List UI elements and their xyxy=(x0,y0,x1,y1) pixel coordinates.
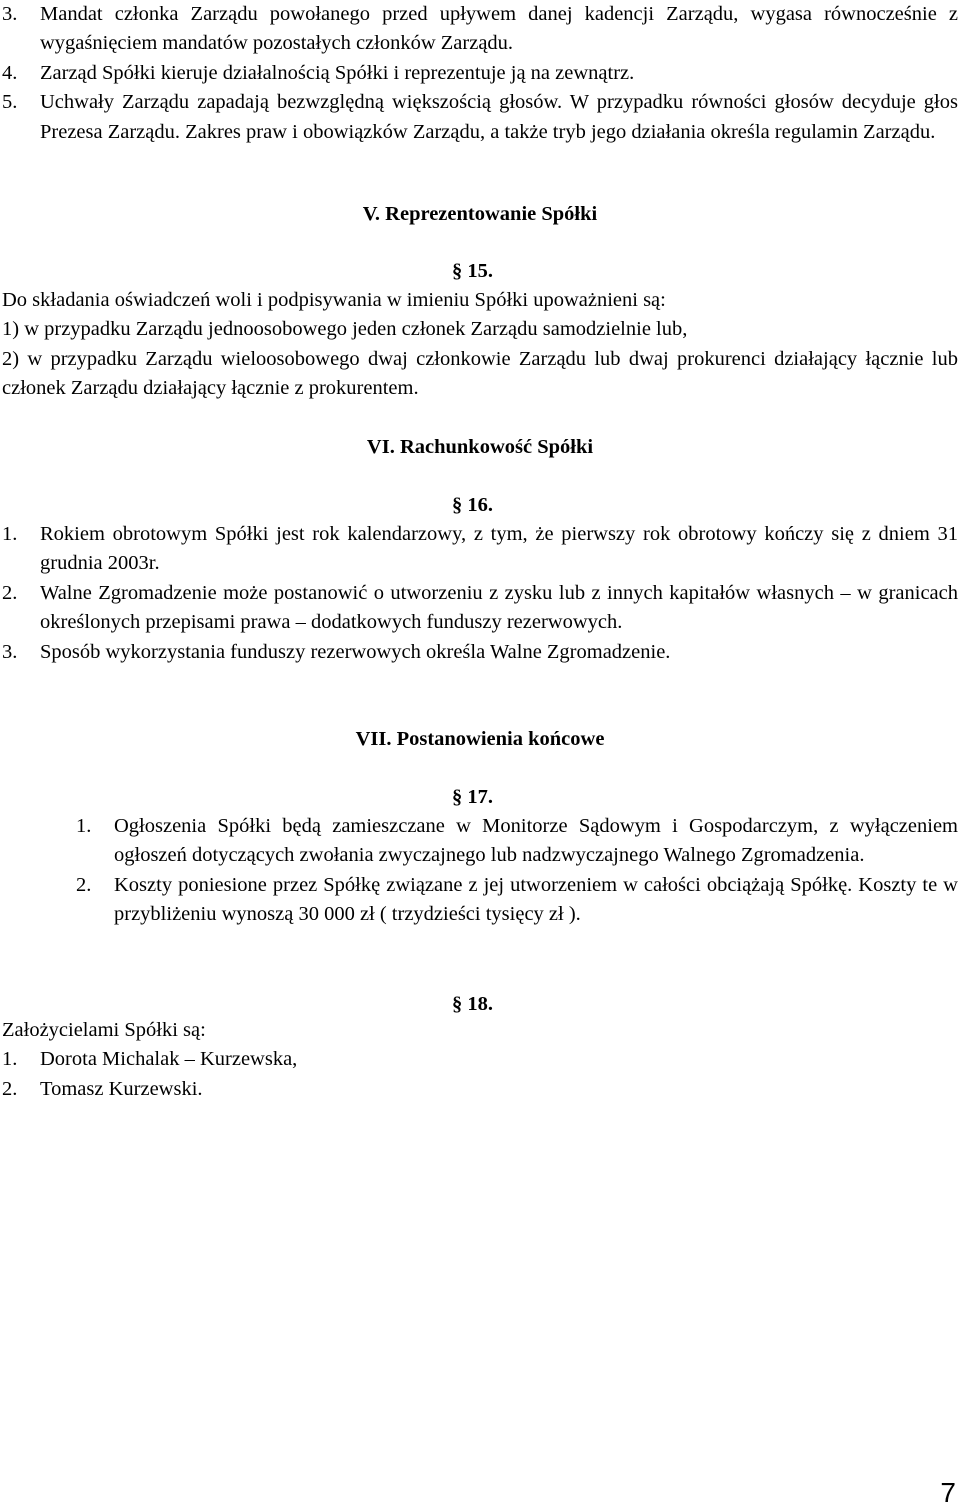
list-item xyxy=(2,88,958,147)
list-item xyxy=(76,871,958,930)
item-number: 1. xyxy=(2,523,18,545)
list-item xyxy=(2,638,958,667)
founder-name: Tomasz Kurzewski. xyxy=(40,1077,203,1100)
item-number: 2. xyxy=(2,581,18,604)
paragraph-number: § 18. xyxy=(452,993,493,1015)
item-text: Rokiem obrotowym Spółki jest rok kalendarzowy, z tym, że pierwszy rok obrotowy kończy się z dniem 31 grudnia 2003r. xyxy=(40,523,958,575)
section-v-body xyxy=(2,286,958,404)
item-text: Zarząd Spółki kieruje działalnością Spółki i reprezentuje ją na zewnątrz. xyxy=(40,61,635,84)
section-title: VI. Rachunkowość Spółki xyxy=(366,436,594,458)
list-item xyxy=(2,1045,958,1074)
item-number: 5. xyxy=(2,91,18,114)
paragraph-number: § 17. xyxy=(452,786,493,808)
item-text: Sposób wykorzystania funduszy rezerwowych określa Walne Zgromadzenie. xyxy=(40,640,671,663)
section-v-line: 1) w przypadku Zarządu jednoosobowego jeden członek Zarządu samodzielnie lub, xyxy=(2,318,688,341)
paragraph-number: § 15. xyxy=(452,260,493,282)
item-number: 2. xyxy=(76,873,92,896)
item-number: 3. xyxy=(2,640,18,663)
item-number: 3. xyxy=(2,3,18,25)
founders-block xyxy=(2,1016,958,1104)
section-title: VII. Postanowienia końcowe xyxy=(355,728,605,750)
item-number: 4. xyxy=(2,61,18,84)
item-text: Walne Zgromadzenie może postanowić o utworzeniu z zysku lub z innych kapitałów własnych – w granicach określonych przepisami prawa – dodatkowych funduszy rezerwowych. xyxy=(40,581,958,634)
section-v-line: 2) w przypadku Zarządu wieloosobowego dwaj członkowie Zarządu lub dwaj prokurenci działający łącznie lub członek Zarządu działający łącznie z prokurentem. xyxy=(2,347,958,400)
section-vii-list xyxy=(76,812,958,930)
list-item xyxy=(2,579,958,638)
item-text: Uchwały Zarządu zapadają bezwzględną większością głosów. W przypadku równości głosów decyduje głos Prezesa Zarządu. Zakres praw i obowiązków Zarządu, a także tryb jego działania określa regulamin Zarządu. xyxy=(40,91,958,143)
page-number: 7 xyxy=(940,1477,956,1508)
list-item xyxy=(2,520,958,579)
item-text: Mandat członka Zarządu powołanego przed upływem danej kadencji Zarządu, wygasa równocześnie z wygaśnięciem mandatów pozostałych członków Zarządu. xyxy=(40,3,958,55)
item-number: 2. xyxy=(2,1077,18,1100)
item-number: 1. xyxy=(2,1048,18,1071)
list-item xyxy=(2,0,958,59)
item-number: 1. xyxy=(76,815,92,837)
list-item xyxy=(2,59,958,88)
list-item xyxy=(76,812,958,871)
item-text: Koszty poniesione przez Spółkę związane z jej utworzeniem w całości obciążają Spółkę. Koszty te w przybliżeniu wynoszą 30 000 zł ( trzydzieści tysięcy zł ). xyxy=(114,873,958,926)
section-v-intro: Do składania oświadczeń woli i podpisywania w imieniu Spółki upoważnieni są: xyxy=(2,289,666,311)
founder-name: Dorota Michalak – Kurzewska, xyxy=(40,1048,298,1071)
section-vi-list xyxy=(2,520,958,667)
board-items-list xyxy=(2,0,958,147)
list-item xyxy=(2,1075,958,1104)
section-title: V. Reprezentowanie Spółki xyxy=(362,203,598,225)
item-text: Ogłoszenia Spółki będą zamieszczane w Monitorze Sądowym i Gospodarczym, z wyłączeniem ogłoszeń dotyczących zwołania zwyczajnego lub nadzwyczajnego Walnego Zgromadzenia. xyxy=(114,815,958,867)
founders-intro: Założycielami Spółki są: xyxy=(2,1019,206,1041)
paragraph-number: § 16. xyxy=(452,494,493,516)
